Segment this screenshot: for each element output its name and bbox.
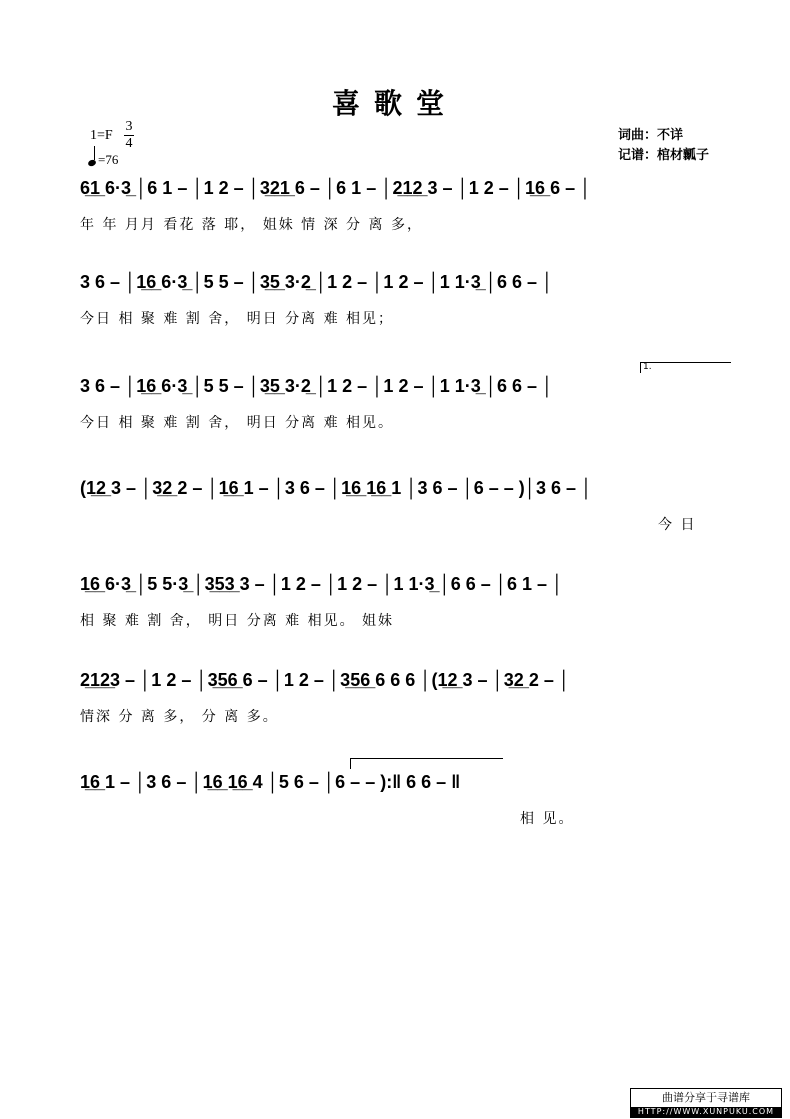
lyrics-line: 今日 相 聚 难 割 舍， 明日 分离 难 相见； (80, 311, 395, 327)
watermark-footer (630, 1088, 782, 1118)
volta-number: 1. (643, 362, 652, 372)
quarter-note-stem (94, 146, 95, 160)
lyrics-line: 相 见。 (520, 811, 575, 827)
tempo-marking (88, 150, 118, 168)
page-title: 喜歌堂 (331, 87, 458, 120)
footer-text: 曲谱分享于寻谱库 (662, 1091, 750, 1104)
volta-bracket (350, 758, 503, 769)
lyrics-line: 今日 相 聚 难 割 舍， 明日 分离 难 相见。 (80, 415, 395, 431)
footer-url[interactable]: HTTP://WWW.XUNPUKU.COM (631, 1107, 781, 1117)
score-system-4 (80, 478, 730, 536)
notation-line: 3 6 – │1̲6̲ 6·3̲ │5 5 – │3̲5̲ 3·2̲ │1 2 – │1 2 – │1 1·3̲ │6 6 – │ (80, 376, 554, 396)
notation-line: 1̲6̲ 1 – │3 6 – │1̲6̲ 1̲6̲ 4 │5 6 – │6 – – ):‖ 6 6 – ‖ (80, 772, 461, 792)
lyricist-credit: 词曲：不详 (618, 128, 684, 143)
score-system-1 (80, 178, 730, 236)
lyrics-line: 今 日 (658, 517, 697, 533)
score-system-7 (80, 772, 730, 830)
score-system-3 (80, 362, 730, 434)
tempo-value: =76 (98, 152, 119, 167)
credits (618, 126, 709, 166)
notation-line: 3 6 – │1̲6̲ 6·3̲ │5 5 – │3̲5̲ 3·2̲ │1 2 – │1 2 – │1 1·3̲ │6 6 – │ (80, 272, 554, 292)
quarter-note-icon (87, 159, 97, 167)
notation-line: (1̲2̲ 3 – │3̲2̲ 2 – │1̲6̲ 1 – │3 6 – │1̲6̲ 1̲6̲ 1 │3 6 – │6 – – )│3 6 – │ (80, 478, 593, 498)
score-system-5 (80, 574, 730, 632)
key-signature: 1=F (90, 128, 113, 143)
score-system-6 (80, 670, 730, 728)
meter-bottom: 4 (125, 136, 133, 151)
lyrics-line: 相 聚 难 割 舍， 明日 分离 难 相见。 姐妹 (80, 613, 395, 629)
transcriber-credit: 记谱：棺材瓤子 (618, 148, 710, 163)
lyrics-line: 情深 分 离 多， 分 离 多。 (80, 709, 279, 725)
notation-line: 2̲1̲2̲3 – │1 2 – │3̲5̲6̲ 6 – │1 2 – │3̲5̲6̲ 6 6 6 │(1̲2̲ 3 – │3̲2̲ 2 – │ (80, 670, 571, 690)
lyrics-line: 年 年 月月 看花 落 耶， 姐妹 情 深 分 离 多， (80, 217, 423, 233)
notation-line: 6̲1̲ 6·3̲ │6 1 – │1 2 – │3̲2̲1̲ 6 – │6 1 – │2̲1̲2̲ 3 – │1 2 – │1̲6̲ 6 – │ (80, 178, 592, 198)
time-signature (124, 120, 134, 151)
notation-line: 1̲6̲ 6·3̲ │5 5·3̲ │3̲5̲3̲ 3 – │1 2 – │1 2 – │1 1·3̲ │6 6 – │6 1 – │ (80, 574, 564, 594)
score-system-2 (80, 272, 730, 330)
volta-bracket (640, 362, 731, 373)
meter-top: 3 (125, 119, 133, 134)
